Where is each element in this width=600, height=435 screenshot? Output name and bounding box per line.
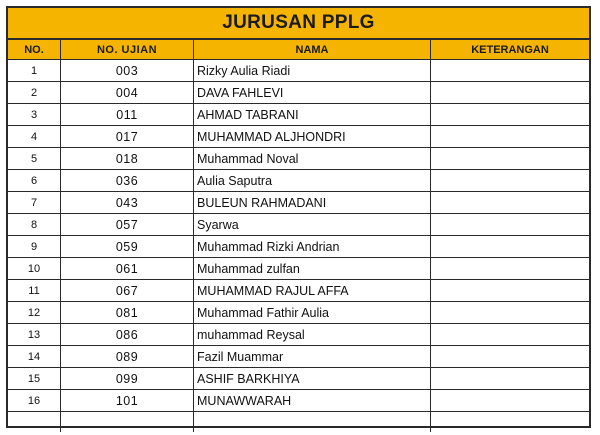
- row-no-ujian-cell: 081: [61, 302, 194, 324]
- row-no-ujian-cell: 086: [61, 324, 194, 346]
- table-row: [8, 346, 589, 368]
- row-no-ujian-cell: 011: [61, 104, 194, 126]
- table-row: [8, 192, 589, 214]
- row-no-ujian-cell: 089: [61, 346, 194, 368]
- row-no-ujian-cell: 017: [61, 126, 194, 148]
- table-header-row: [8, 40, 589, 60]
- row-keterangan-cell: [431, 236, 590, 258]
- row-no-ujian-cell: 061: [61, 258, 194, 280]
- row-nama-cell: Muhammad Rizki Andrian: [194, 236, 431, 258]
- table-row: [8, 82, 589, 104]
- row-keterangan-cell: [431, 214, 590, 236]
- row-no-cell: 8: [8, 214, 61, 236]
- row-no-cell: 6: [8, 170, 61, 192]
- row-keterangan-cell: [431, 104, 590, 126]
- row-keterangan-cell: [431, 368, 590, 390]
- table-row: [8, 324, 589, 346]
- row-no-ujian-cell: [61, 412, 194, 433]
- row-no-cell: 3: [8, 104, 61, 126]
- row-keterangan-cell: [431, 324, 590, 346]
- row-no-cell: 2: [8, 82, 61, 104]
- row-nama-cell: [194, 412, 431, 433]
- student-list-sheet: [6, 6, 591, 428]
- header-no-ujian: NO. UJIAN: [61, 40, 194, 60]
- row-no-cell: 16: [8, 390, 61, 412]
- row-no-ujian-cell: 067: [61, 280, 194, 302]
- row-no-ujian-cell: 018: [61, 148, 194, 170]
- table-row: [8, 368, 589, 390]
- row-keterangan-cell: [431, 126, 590, 148]
- row-no-ujian-cell: 057: [61, 214, 194, 236]
- table-row: [8, 302, 589, 324]
- row-no-cell: 7: [8, 192, 61, 214]
- row-keterangan-cell: [431, 60, 590, 82]
- table-row: [8, 104, 589, 126]
- table-row: [8, 258, 589, 280]
- row-nama-cell: MUHAMMAD ALJHONDRI: [194, 126, 431, 148]
- row-no-cell: 11: [8, 280, 61, 302]
- row-keterangan-cell: [431, 148, 590, 170]
- row-no-cell: 12: [8, 302, 61, 324]
- row-keterangan-cell: [431, 82, 590, 104]
- row-no-cell: [8, 412, 61, 433]
- row-nama-cell: Rizky Aulia Riadi: [194, 60, 431, 82]
- row-nama-cell: Fazil Muammar: [194, 346, 431, 368]
- row-nama-cell: Aulia Saputra: [194, 170, 431, 192]
- header-keterangan: KETERANGAN: [431, 40, 590, 60]
- row-no-ujian-cell: 036: [61, 170, 194, 192]
- row-nama-cell: Muhammad Noval: [194, 148, 431, 170]
- row-nama-cell: Muhammad Fathir Aulia: [194, 302, 431, 324]
- row-no-cell: 14: [8, 346, 61, 368]
- table-row: [8, 148, 589, 170]
- row-no-ujian-cell: 043: [61, 192, 194, 214]
- row-keterangan-cell: [431, 346, 590, 368]
- row-nama-cell: AHMAD TABRANI: [194, 104, 431, 126]
- row-no-cell: 10: [8, 258, 61, 280]
- row-no-ujian-cell: 101: [61, 390, 194, 412]
- row-keterangan-cell: [431, 280, 590, 302]
- row-no-ujian-cell: 004: [61, 82, 194, 104]
- row-nama-cell: BULEUN RAHMADANI: [194, 192, 431, 214]
- header-nama: NAMA: [194, 40, 431, 60]
- row-no-cell: 9: [8, 236, 61, 258]
- row-keterangan-cell: [431, 390, 590, 412]
- row-no-cell: 4: [8, 126, 61, 148]
- table-row: [8, 126, 589, 148]
- row-nama-cell: DAVA FAHLEVI: [194, 82, 431, 104]
- row-nama-cell: Muhammad zulfan: [194, 258, 431, 280]
- row-no-cell: 15: [8, 368, 61, 390]
- sheet-title: JURUSAN PPLG: [8, 8, 589, 40]
- row-keterangan-cell: [431, 192, 590, 214]
- row-no-ujian-cell: 059: [61, 236, 194, 258]
- table-row: [8, 60, 589, 82]
- row-keterangan-cell: [431, 170, 590, 192]
- student-table: [8, 40, 589, 432]
- table-row: [8, 170, 589, 192]
- row-nama-cell: MUHAMMAD RAJUL AFFA: [194, 280, 431, 302]
- table-row: [8, 412, 589, 433]
- row-no-cell: 5: [8, 148, 61, 170]
- table-row: [8, 390, 589, 412]
- row-keterangan-cell: [431, 412, 590, 433]
- row-no-ujian-cell: 003: [61, 60, 194, 82]
- header-no: NO.: [8, 40, 61, 60]
- row-no-ujian-cell: 099: [61, 368, 194, 390]
- row-nama-cell: MUNAWWARAH: [194, 390, 431, 412]
- row-nama-cell: Syarwa: [194, 214, 431, 236]
- row-nama-cell: ASHIF BARKHIYA: [194, 368, 431, 390]
- row-no-cell: 13: [8, 324, 61, 346]
- table-row: [8, 236, 589, 258]
- row-nama-cell: muhammad Reysal: [194, 324, 431, 346]
- row-no-cell: 1: [8, 60, 61, 82]
- table-row: [8, 214, 589, 236]
- table-row: [8, 280, 589, 302]
- row-keterangan-cell: [431, 258, 590, 280]
- row-keterangan-cell: [431, 302, 590, 324]
